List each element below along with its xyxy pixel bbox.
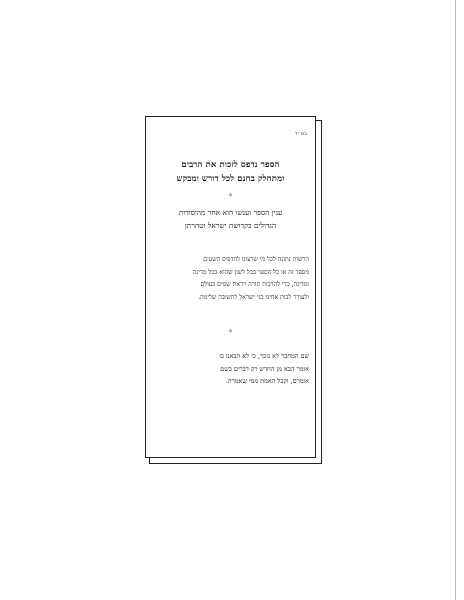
- title-line-2: ומתחלק בחנם לכל דורש ומבקש: [176, 174, 285, 184]
- closing-line-3: אומרם, וקבל האמת ממי שאמרה.: [225, 377, 309, 385]
- title-page-frame: [145, 116, 316, 458]
- permission-line-2: מספר זה או כל הספר בכל לשון שהוא בכל מדינה: [192, 268, 309, 276]
- title-line-1: הספר נדפס לזכות את הרבים: [181, 160, 280, 170]
- ornament-1: ✧: [227, 192, 234, 199]
- permission-paragraph: [152, 254, 309, 304]
- closing-paragraph: [152, 350, 309, 388]
- page-mark: בס״ד: [294, 131, 307, 137]
- title-block: [152, 158, 309, 186]
- permission-line-1: הרשות נתונה לכל מי שרצונו להדפיס השעים: [203, 256, 309, 263]
- subtitle-line-1: ענין הספר וענשו הוא אחר מהיסודות: [178, 208, 283, 217]
- ornament-2: ✧: [227, 328, 234, 335]
- page-edge-line: [455, 0, 456, 600]
- permission-line-3: ומדינה, כדי להרבות תורה ויראת שמים בעולם: [200, 281, 309, 288]
- permission-line-4: ולעורר לבות אחינו בני ישראל לתשובה שלימה.: [198, 293, 309, 301]
- closing-line-1: שם המחבר לא נזכר, כי לא הבאנו בו: [219, 352, 309, 360]
- subtitle-line-2: הגדולים בקדושת ישראל וטהרתן: [184, 221, 277, 230]
- subtitle-block: [152, 206, 309, 232]
- closing-line-2: אומר הבא מן החדש רק דברים בשם: [220, 364, 309, 373]
